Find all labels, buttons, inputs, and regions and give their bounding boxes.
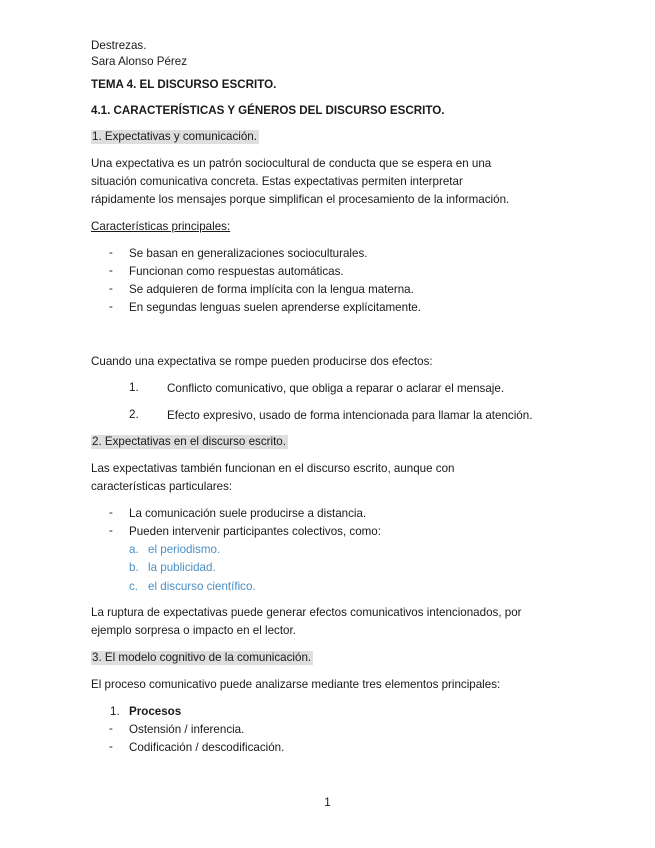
list-bullet: -: [109, 282, 113, 295]
section2-heading-text: 2. Expectativas en el discurso escrito.: [92, 435, 286, 448]
list-item: La comunicación suele producirse a distancia.: [129, 507, 367, 520]
section1-para-line3: rápidamente los mensajes porque simplifican el procesamiento de la información.: [91, 193, 510, 206]
section3-heading: [91, 650, 313, 666]
process-number: 1.: [110, 705, 120, 718]
section1-para-line1: Una expectativa es un patrón sociocultural de conducta que se espera en una: [91, 157, 492, 170]
section1-heading-text: 1. Expectativas y comunicación.: [92, 130, 257, 143]
page-number: 1: [324, 796, 331, 809]
sub-item-text: el periodismo.: [148, 543, 221, 556]
section2-heading: [91, 434, 288, 450]
subsection-title: 4.1. CARACTERÍSTICAS Y GÉNEROS DEL DISCURSO ESCRITO.: [91, 104, 445, 117]
sub-item-letter: a.: [129, 543, 139, 556]
sub-item-text: el discurso científico.: [148, 580, 256, 593]
list-item: Se adquieren de forma implícita con la lengua materna.: [129, 283, 414, 296]
tema-title: TEMA 4. EL DISCURSO ESCRITO.: [91, 78, 277, 91]
section2-closing-line2: ejemplo sorpresa o impacto en el lector.: [91, 624, 296, 637]
header-author: Sara Alonso Pérez: [91, 55, 188, 68]
header-subject: Destrezas.: [91, 39, 147, 52]
section2-closing-line1: La ruptura de expectativas puede generar efectos comunicativos intencionados, por: [91, 606, 522, 619]
section2-para-line1: Las expectativas también funcionan en el discurso escrito, aunque con: [91, 462, 455, 475]
effect-number: 1.: [129, 381, 139, 394]
process-title: Procesos: [129, 705, 182, 718]
effect-number: 2.: [129, 408, 139, 421]
section1-para-line2: situación comunicativa concreta. Estas expectativas permiten interpretar: [91, 175, 463, 188]
list-bullet: -: [109, 524, 113, 537]
list-item: Funcionan como respuestas automáticas.: [129, 265, 344, 278]
section1-heading: [91, 129, 259, 145]
list-bullet: -: [109, 300, 113, 313]
section2-para-line2: características particulares:: [91, 480, 233, 493]
sub-item-letter: c.: [129, 580, 139, 593]
list-bullet: -: [109, 506, 113, 519]
effect-text: Efecto expresivo, usado de forma intencionada para llamar la atención.: [167, 409, 533, 422]
list-bullet: -: [109, 722, 113, 735]
sub-item-text: la publicidad.: [148, 561, 216, 574]
list-bullet: -: [109, 264, 113, 277]
list-bullet: -: [109, 246, 113, 259]
list-item: Pueden intervenir participantes colectivos, como:: [129, 525, 381, 538]
list-item: En segundas lenguas suelen aprenderse explícitamente.: [129, 301, 421, 314]
list-item: Codificación / descodificación.: [129, 741, 285, 754]
list-bullet: -: [109, 740, 113, 753]
features-label: Características principales:: [91, 220, 231, 233]
section3-intro: El proceso comunicativo puede analizarse mediante tres elementos principales:: [91, 678, 501, 691]
section3-heading-text: 3. El modelo cognitivo de la comunicación.: [92, 651, 312, 664]
sub-item-letter: b.: [129, 561, 139, 574]
effects-intro: Cuando una expectativa se rompe pueden producirse dos efectos:: [91, 355, 433, 368]
list-item: Ostensión / inferencia.: [129, 723, 245, 736]
list-item: Se basan en generalizaciones socioculturales.: [129, 247, 368, 260]
effect-text: Conflicto comunicativo, que obliga a reparar o aclarar el mensaje.: [167, 382, 505, 395]
